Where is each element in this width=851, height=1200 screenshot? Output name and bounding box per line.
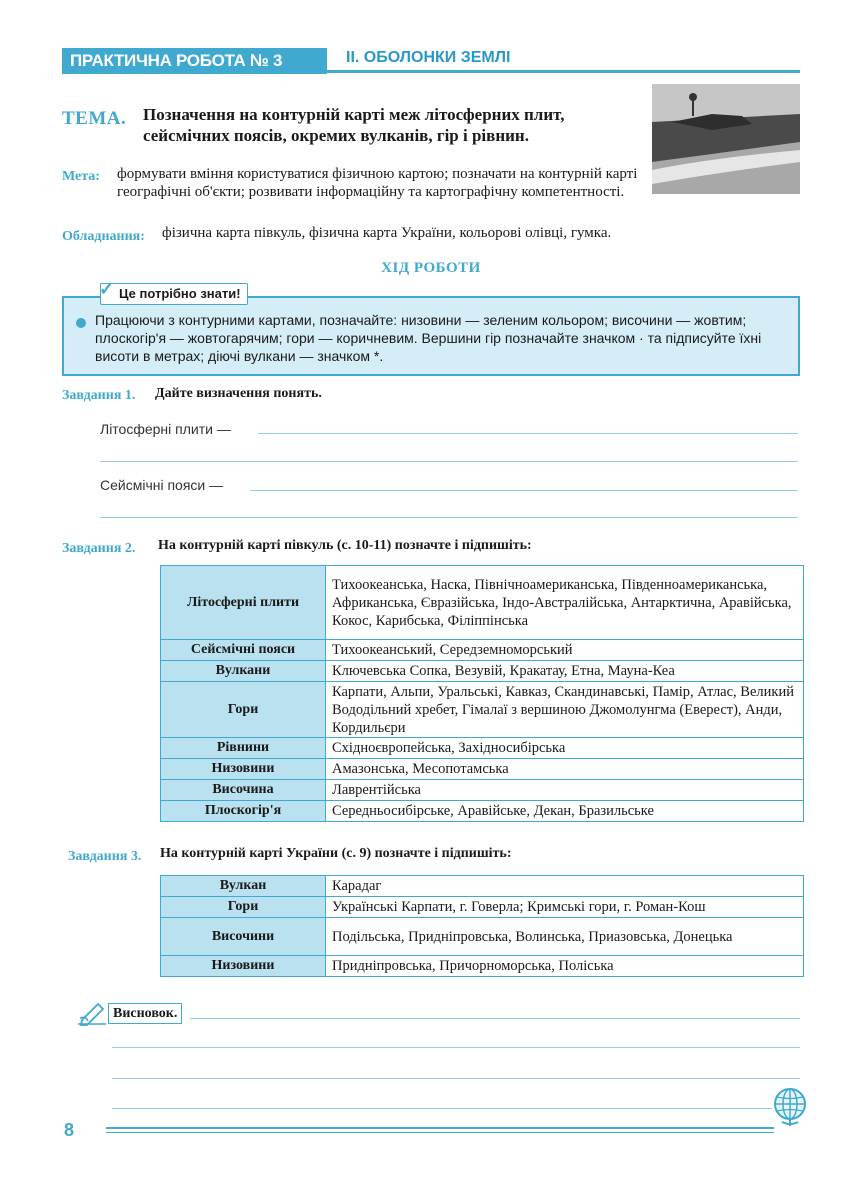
pencil-icon	[78, 1000, 108, 1031]
goal-label: Мета:	[62, 169, 100, 184]
answer-line[interactable]	[250, 490, 798, 491]
footer-rule	[106, 1132, 774, 1133]
table-row-head: Гори	[161, 682, 326, 738]
table-row	[161, 801, 804, 822]
footer-rule	[106, 1127, 774, 1129]
task3-text: На контурній карті України (с. 9) позначте і підпишіть:	[160, 846, 512, 861]
section-title: ІІ. ОБОЛОНКИ ЗЕМЛІ	[346, 49, 511, 66]
table-row-head: Височини	[161, 918, 326, 956]
task3-table	[160, 875, 804, 977]
globe-icon	[772, 1086, 808, 1135]
topic-text: Позначення на контурній карті меж літосферних плит, сейсмічних поясів, окремих вулканів, гір і рівнин.	[143, 105, 565, 145]
task2-text: На контурній карті півкуль (с. 10-11) позначте і підпишіть:	[158, 538, 532, 553]
answer-line[interactable]	[112, 1078, 800, 1079]
table-row-head: Низовини	[161, 759, 326, 780]
table-row	[161, 566, 804, 640]
answer-line[interactable]	[100, 517, 798, 518]
answer-line[interactable]	[258, 433, 798, 434]
table-row	[161, 759, 804, 780]
table-row	[161, 918, 804, 956]
table-row-head: Височина	[161, 780, 326, 801]
seismic-belts-field-label: Сейсмічні пояси —	[100, 477, 224, 493]
table-row-value: Ключевська Сопка, Везувій, Кракатау, Етна, Мауна-Кеа	[326, 661, 804, 682]
table-row	[161, 640, 804, 661]
table-row-head: Вулкан	[161, 876, 326, 897]
page-number: 8	[64, 1120, 75, 1140]
table-row-value: Лаврентійська	[326, 780, 804, 801]
need-to-know-text: Працюючи з контурними картами, позначайте: низовини — зеленим кольором; височини — жовтим; плоскогір'я — жовтогарячим; гори — коричневим. Вершини гір позначайте значком · та підписуйте їхні висоти в метрах; діючі вулкани — значком *.	[95, 312, 762, 364]
task3-label: Завдання 3.	[68, 849, 142, 864]
table-row	[161, 876, 804, 897]
answer-line[interactable]	[100, 461, 798, 462]
table-row-value: Амазонська, Месопотамська	[326, 759, 804, 780]
procedure-title: ХІД РОБОТИ	[381, 260, 481, 276]
coast-photo	[652, 84, 800, 194]
table-row	[161, 956, 804, 977]
table-row-value: Середньосибірське, Аравійське, Декан, Бразильське	[326, 801, 804, 822]
conclusion-label: Висновок.	[108, 1003, 182, 1024]
table-row-head: Рівнини	[161, 738, 326, 759]
task2-table	[160, 565, 804, 822]
table-row-value: Подільська, Придніпровська, Волинська, Приазовська, Донецька	[326, 918, 804, 956]
table-row-head: Низовини	[161, 956, 326, 977]
table-row-value: Карадаг	[326, 876, 804, 897]
table-row-head: Гори	[161, 897, 326, 918]
table-row	[161, 780, 804, 801]
bullet-icon	[76, 318, 86, 328]
answer-line[interactable]	[112, 1047, 800, 1048]
table-row	[161, 661, 804, 682]
lithospheric-plates-field-label: Літосферні плити —	[100, 421, 231, 437]
table-row-value: Тихоокеанська, Наска, Північноамериканська, Південноамериканська, Африканська, Євразійська, Індо-Австралійська, Антарктична, Аравійська, Кокос, Карибська, Філіппінська	[326, 566, 804, 640]
table-row-head: Плоскогір'я	[161, 801, 326, 822]
task2-label: Завдання 2.	[62, 541, 136, 556]
goal-text: формувати вміння користуватися фізичною картою; позначати на контурній карті географічні об'єкти; розвивати інформаційну та картографічну компетентності.	[117, 166, 638, 200]
table-row	[161, 738, 804, 759]
table-row-head: Сейсмічні пояси	[161, 640, 326, 661]
table-row-head: Літосферні плити	[161, 566, 326, 640]
answer-line[interactable]	[112, 1108, 772, 1109]
equipment-label: Обладнання:	[62, 229, 145, 244]
task1-text: Дайте визначення понять.	[155, 386, 322, 401]
table-row-value: Східноєвропейська, Західносибірська	[326, 738, 804, 759]
table-row-value: Карпати, Альпи, Уральські, Кавказ, Скандинавські, Памір, Атлас, Великий Вододільний хребет, Гімалаї з вершиною Джомолунгма (Еверест), Анди, Кордильєри	[326, 682, 804, 738]
table-row-value: Придніпровська, Причорноморська, Поліська	[326, 956, 804, 977]
table-row-value: Українські Карпати, г. Говерла; Кримські гори, г. Роман-Кош	[326, 897, 804, 918]
task1-label: Завдання 1.	[62, 388, 136, 403]
equipment-text: фізична карта півкуль, фізична карта України, кольорові олівці, гумка.	[162, 225, 612, 241]
check-icon: ✓	[99, 279, 115, 299]
table-row	[161, 897, 804, 918]
answer-line[interactable]	[190, 1018, 800, 1019]
coast-photo-illustration	[652, 84, 800, 194]
topic-label: ТЕМА.	[62, 108, 127, 129]
table-row-value: Тихоокеанський, Середземноморський	[326, 640, 804, 661]
need-to-know-title: Це потрібно знати!	[100, 283, 248, 305]
table-row	[161, 682, 804, 738]
practical-work-title: ПРАКТИЧНА РОБОТА № 3	[62, 48, 327, 74]
table-row-head: Вулкани	[161, 661, 326, 682]
